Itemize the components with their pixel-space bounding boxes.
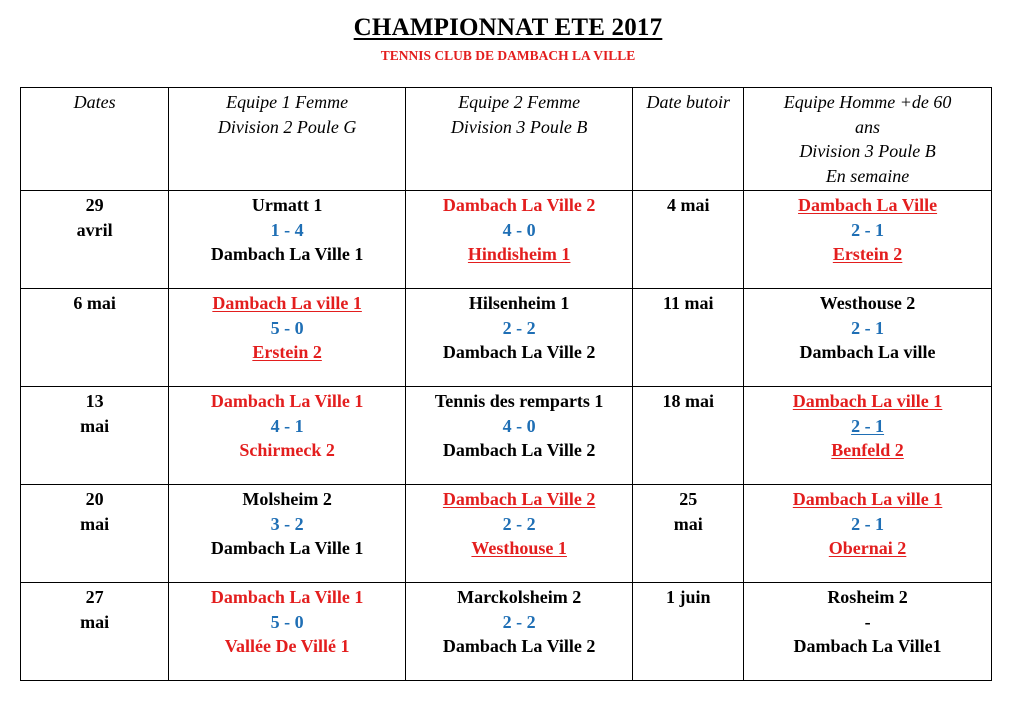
score: 2 - 1	[851, 513, 885, 534]
away-team: Obernai 2	[828, 538, 907, 558]
home-team: Dambach La ville 1	[792, 489, 943, 509]
match-cell	[405, 583, 633, 681]
away-team: Erstein 2	[832, 244, 903, 264]
away-team: Hindisheim 1	[467, 244, 571, 264]
title-text: CHAMPIONNAT ETE 2017	[353, 14, 663, 41]
away-team: Dambach La Ville 2	[442, 440, 596, 460]
table-row	[21, 191, 992, 289]
away-team: Benfeld 2	[831, 440, 904, 460]
score: 2 - 1	[851, 415, 885, 436]
table-row	[21, 387, 992, 485]
match-cell	[744, 289, 992, 387]
table-row	[21, 289, 992, 387]
home-team: Dambach La Ville 1	[210, 587, 364, 607]
score: 5 - 0	[270, 317, 304, 338]
page-title	[0, 14, 1016, 42]
home-team: Hilsenheim 1	[468, 293, 570, 313]
away-team: Westhouse 1	[471, 538, 567, 558]
home-team: Urmatt 1	[251, 195, 323, 215]
away-team: Dambach La Ville1	[793, 636, 942, 656]
match-cell	[405, 191, 633, 289]
score: 4 - 0	[502, 219, 536, 240]
away-team: Dambach La Ville 2	[442, 342, 596, 362]
match-cell	[169, 583, 406, 681]
home-team: Rosheim 2	[827, 587, 908, 607]
deadline-cell: 1 juin	[633, 583, 744, 681]
deadline-cell: 18 mai	[633, 387, 744, 485]
home-team: Marckolsheim 2	[457, 587, 582, 607]
header-men: Equipe Homme +de 60 ans Division 3 Poule B En semaine	[744, 88, 992, 191]
home-team: Dambach La Ville 2	[442, 489, 596, 509]
score: -	[864, 611, 871, 632]
home-team: Dambach La ville 1	[212, 293, 362, 313]
match-cell	[405, 387, 633, 485]
date-cell: 29 avril	[21, 191, 169, 289]
match-cell	[405, 485, 633, 583]
score: 4 - 1	[270, 415, 304, 436]
home-team: Molsheim 2	[242, 489, 332, 509]
score: 2 - 2	[502, 611, 536, 632]
home-team: Dambach La ville 1	[792, 391, 943, 411]
away-team: Dambach La Ville 2	[442, 636, 596, 656]
score: 5 - 0	[270, 611, 304, 632]
score: 2 - 2	[502, 513, 536, 534]
date-cell: 27 mai	[21, 583, 169, 681]
away-team: Dambach La Ville 1	[210, 538, 364, 558]
table-row	[21, 583, 992, 681]
date-cell: 20 mai	[21, 485, 169, 583]
match-cell	[405, 289, 633, 387]
score: 2 - 1	[851, 317, 885, 338]
home-team: Dambach La Ville	[798, 195, 938, 215]
away-team: Erstein 2	[252, 342, 322, 362]
header-team1: Equipe 1 Femme Division 2 Poule G	[169, 88, 406, 191]
match-cell	[169, 485, 406, 583]
match-cell	[169, 387, 406, 485]
score: 4 - 0	[502, 415, 536, 436]
table-row	[21, 485, 992, 583]
away-team: Dambach La ville	[799, 342, 936, 362]
home-team: Westhouse 2	[819, 293, 916, 313]
home-team: Dambach La Ville 2	[442, 195, 596, 215]
deadline-cell: 11 mai	[633, 289, 744, 387]
page-subtitle: TENNIS CLUB DE DAMBACH LA VILLE	[380, 48, 636, 63]
match-cell	[169, 289, 406, 387]
schedule-table	[20, 87, 992, 681]
deadline-cell: 4 mai	[633, 191, 744, 289]
match-cell	[744, 485, 992, 583]
away-team: Schirmeck 2	[239, 440, 335, 460]
header-row	[21, 88, 992, 191]
header-team2: Equipe 2 Femme Division 3 Poule B	[405, 88, 633, 191]
away-team: Dambach La Ville 1	[210, 244, 364, 264]
match-cell	[744, 387, 992, 485]
deadline-cell: 25 mai	[633, 485, 744, 583]
header-dates: Dates	[21, 88, 169, 191]
away-team: Vallée De Villé 1	[224, 636, 350, 656]
score: 2 - 1	[851, 219, 885, 240]
date-cell: 13 mai	[21, 387, 169, 485]
score: 3 - 2	[270, 513, 304, 534]
header-deadline: Date butoir	[633, 88, 744, 191]
match-cell	[169, 191, 406, 289]
home-team: Tennis des remparts 1	[434, 391, 604, 411]
match-cell	[744, 583, 992, 681]
date-cell: 6 mai	[21, 289, 169, 387]
score: 1 - 4	[270, 219, 304, 240]
match-cell	[744, 191, 992, 289]
home-team: Dambach La Ville 1	[210, 391, 364, 411]
score: 2 - 2	[502, 317, 536, 338]
